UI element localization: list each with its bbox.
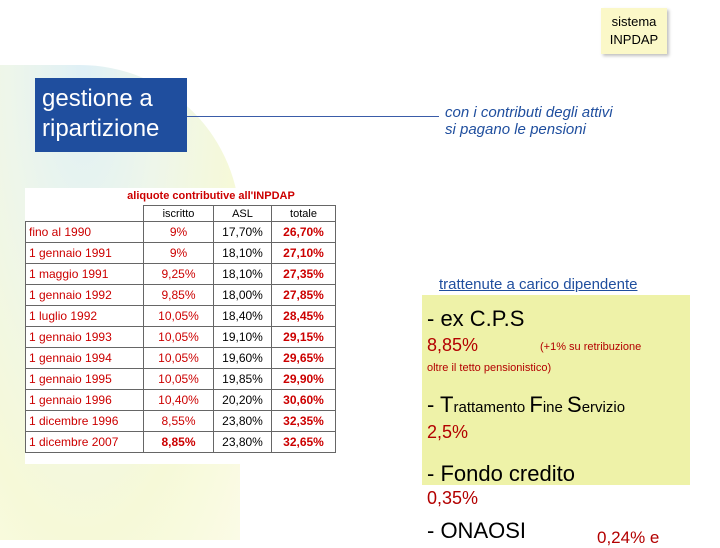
table-row — [26, 285, 336, 306]
row-iscritto: 9,25% — [144, 264, 214, 285]
row-iscritto: 10,05% — [144, 369, 214, 390]
row-iscritto: 9,85% — [144, 285, 214, 306]
table-row — [26, 369, 336, 390]
tfs-value: 2,5% — [427, 422, 469, 442]
row-asl: 18,10% — [214, 264, 272, 285]
row-date: 1 gennaio 1992 — [26, 285, 144, 306]
row-asl: 19,60% — [214, 348, 272, 369]
badge-line1: sistema — [611, 14, 657, 29]
row-asl: 19,85% — [214, 369, 272, 390]
row-totale: 26,70% — [272, 222, 336, 243]
row-asl: 23,80% — [214, 432, 272, 453]
table-row — [26, 411, 336, 432]
row-date: 1 gennaio 1994 — [26, 348, 144, 369]
tfs-label — [427, 392, 625, 418]
cps-note: (+1% su retribuzione — [540, 341, 642, 353]
row-totale: 27,85% — [272, 285, 336, 306]
table-row — [26, 243, 336, 264]
row-date: 1 gennaio 1996 — [26, 390, 144, 411]
rates-table — [25, 205, 336, 453]
row-totale: 29,65% — [272, 348, 336, 369]
header-iscritto: iscritto — [144, 206, 214, 222]
tfs-dash: - — [427, 392, 441, 417]
caption-line1: con i contributi degli attivi — [445, 104, 613, 121]
table-row — [26, 432, 336, 453]
row-date: 1 gennaio 1991 — [26, 243, 144, 264]
row-iscritto: 10,05% — [144, 348, 214, 369]
row-iscritto: 10,40% — [144, 390, 214, 411]
row-totale: 32,65% — [272, 432, 336, 453]
cps-label: - ex C.P.S — [427, 306, 525, 331]
header-asl: ASL — [214, 206, 272, 222]
fondo-label: - Fondo credito — [427, 461, 575, 486]
row-totale: 27,35% — [272, 264, 336, 285]
connector-line — [187, 116, 439, 117]
tfs-S: S — [567, 392, 582, 417]
cps-note-2: oltre il tetto pensionistico) — [427, 362, 552, 374]
row-date: 1 dicembre 2007 — [26, 432, 144, 453]
row-asl: 19,10% — [214, 327, 272, 348]
rates-table-container — [25, 188, 337, 464]
table-title: aliquote contributive all'INPDAP — [127, 190, 295, 202]
table-row — [26, 306, 336, 327]
system-badge — [601, 8, 667, 54]
row-totale: 32,35% — [272, 411, 336, 432]
row-asl: 17,70% — [214, 222, 272, 243]
tfs-ervizio: ervizio — [581, 399, 626, 416]
row-totale: 29,90% — [272, 369, 336, 390]
row-date: fino al 1990 — [26, 222, 144, 243]
tfs-ine: ine — [542, 399, 568, 416]
caption-line2: si pagano le pensioni — [445, 121, 586, 138]
row-asl: 18,10% — [214, 243, 272, 264]
tfs-F: F — [529, 392, 543, 417]
row-asl: 23,80% — [214, 411, 272, 432]
cps-value: 8,85% — [427, 335, 479, 355]
row-iscritto: 8,85% — [144, 432, 214, 453]
row-iscritto: 9% — [144, 222, 214, 243]
row-date: 1 gennaio 1993 — [26, 327, 144, 348]
row-asl: 20,20% — [214, 390, 272, 411]
row-iscritto: 10,05% — [144, 306, 214, 327]
row-totale: 28,45% — [272, 306, 336, 327]
row-totale: 29,15% — [272, 327, 336, 348]
row-date: 1 maggio 1991 — [26, 264, 144, 285]
header-totale: totale — [272, 206, 336, 222]
table-row — [26, 327, 336, 348]
row-date: 1 luglio 1992 — [26, 306, 144, 327]
caption — [445, 104, 613, 138]
table-row — [26, 222, 336, 243]
row-date: 1 dicembre 1996 — [26, 411, 144, 432]
row-iscritto: 8,55% — [144, 411, 214, 432]
row-totale: 30,60% — [272, 390, 336, 411]
header-empty — [26, 206, 144, 222]
badge-line2: INPDAP — [609, 32, 659, 47]
row-asl: 18,40% — [214, 306, 272, 327]
tfs-T: T — [440, 392, 454, 417]
table-row — [26, 390, 336, 411]
fondo-value: 0,35% — [427, 488, 479, 508]
onaosi-label: - ONAOSI — [427, 518, 527, 543]
onaosi-value: 0,24% e — [597, 528, 660, 547]
tfs-rattamento: rattamento — [453, 399, 530, 416]
slide-title: gestione a ripartizione — [42, 85, 160, 142]
row-date: 1 gennaio 1995 — [26, 369, 144, 390]
table-header-row — [26, 206, 336, 222]
row-asl: 18,00% — [214, 285, 272, 306]
row-totale: 27,10% — [272, 243, 336, 264]
table-row — [26, 264, 336, 285]
table-row — [26, 348, 336, 369]
row-iscritto: 10,05% — [144, 327, 214, 348]
deductions-heading: trattenute a carico dipendente — [439, 276, 638, 293]
row-iscritto: 9% — [144, 243, 214, 264]
